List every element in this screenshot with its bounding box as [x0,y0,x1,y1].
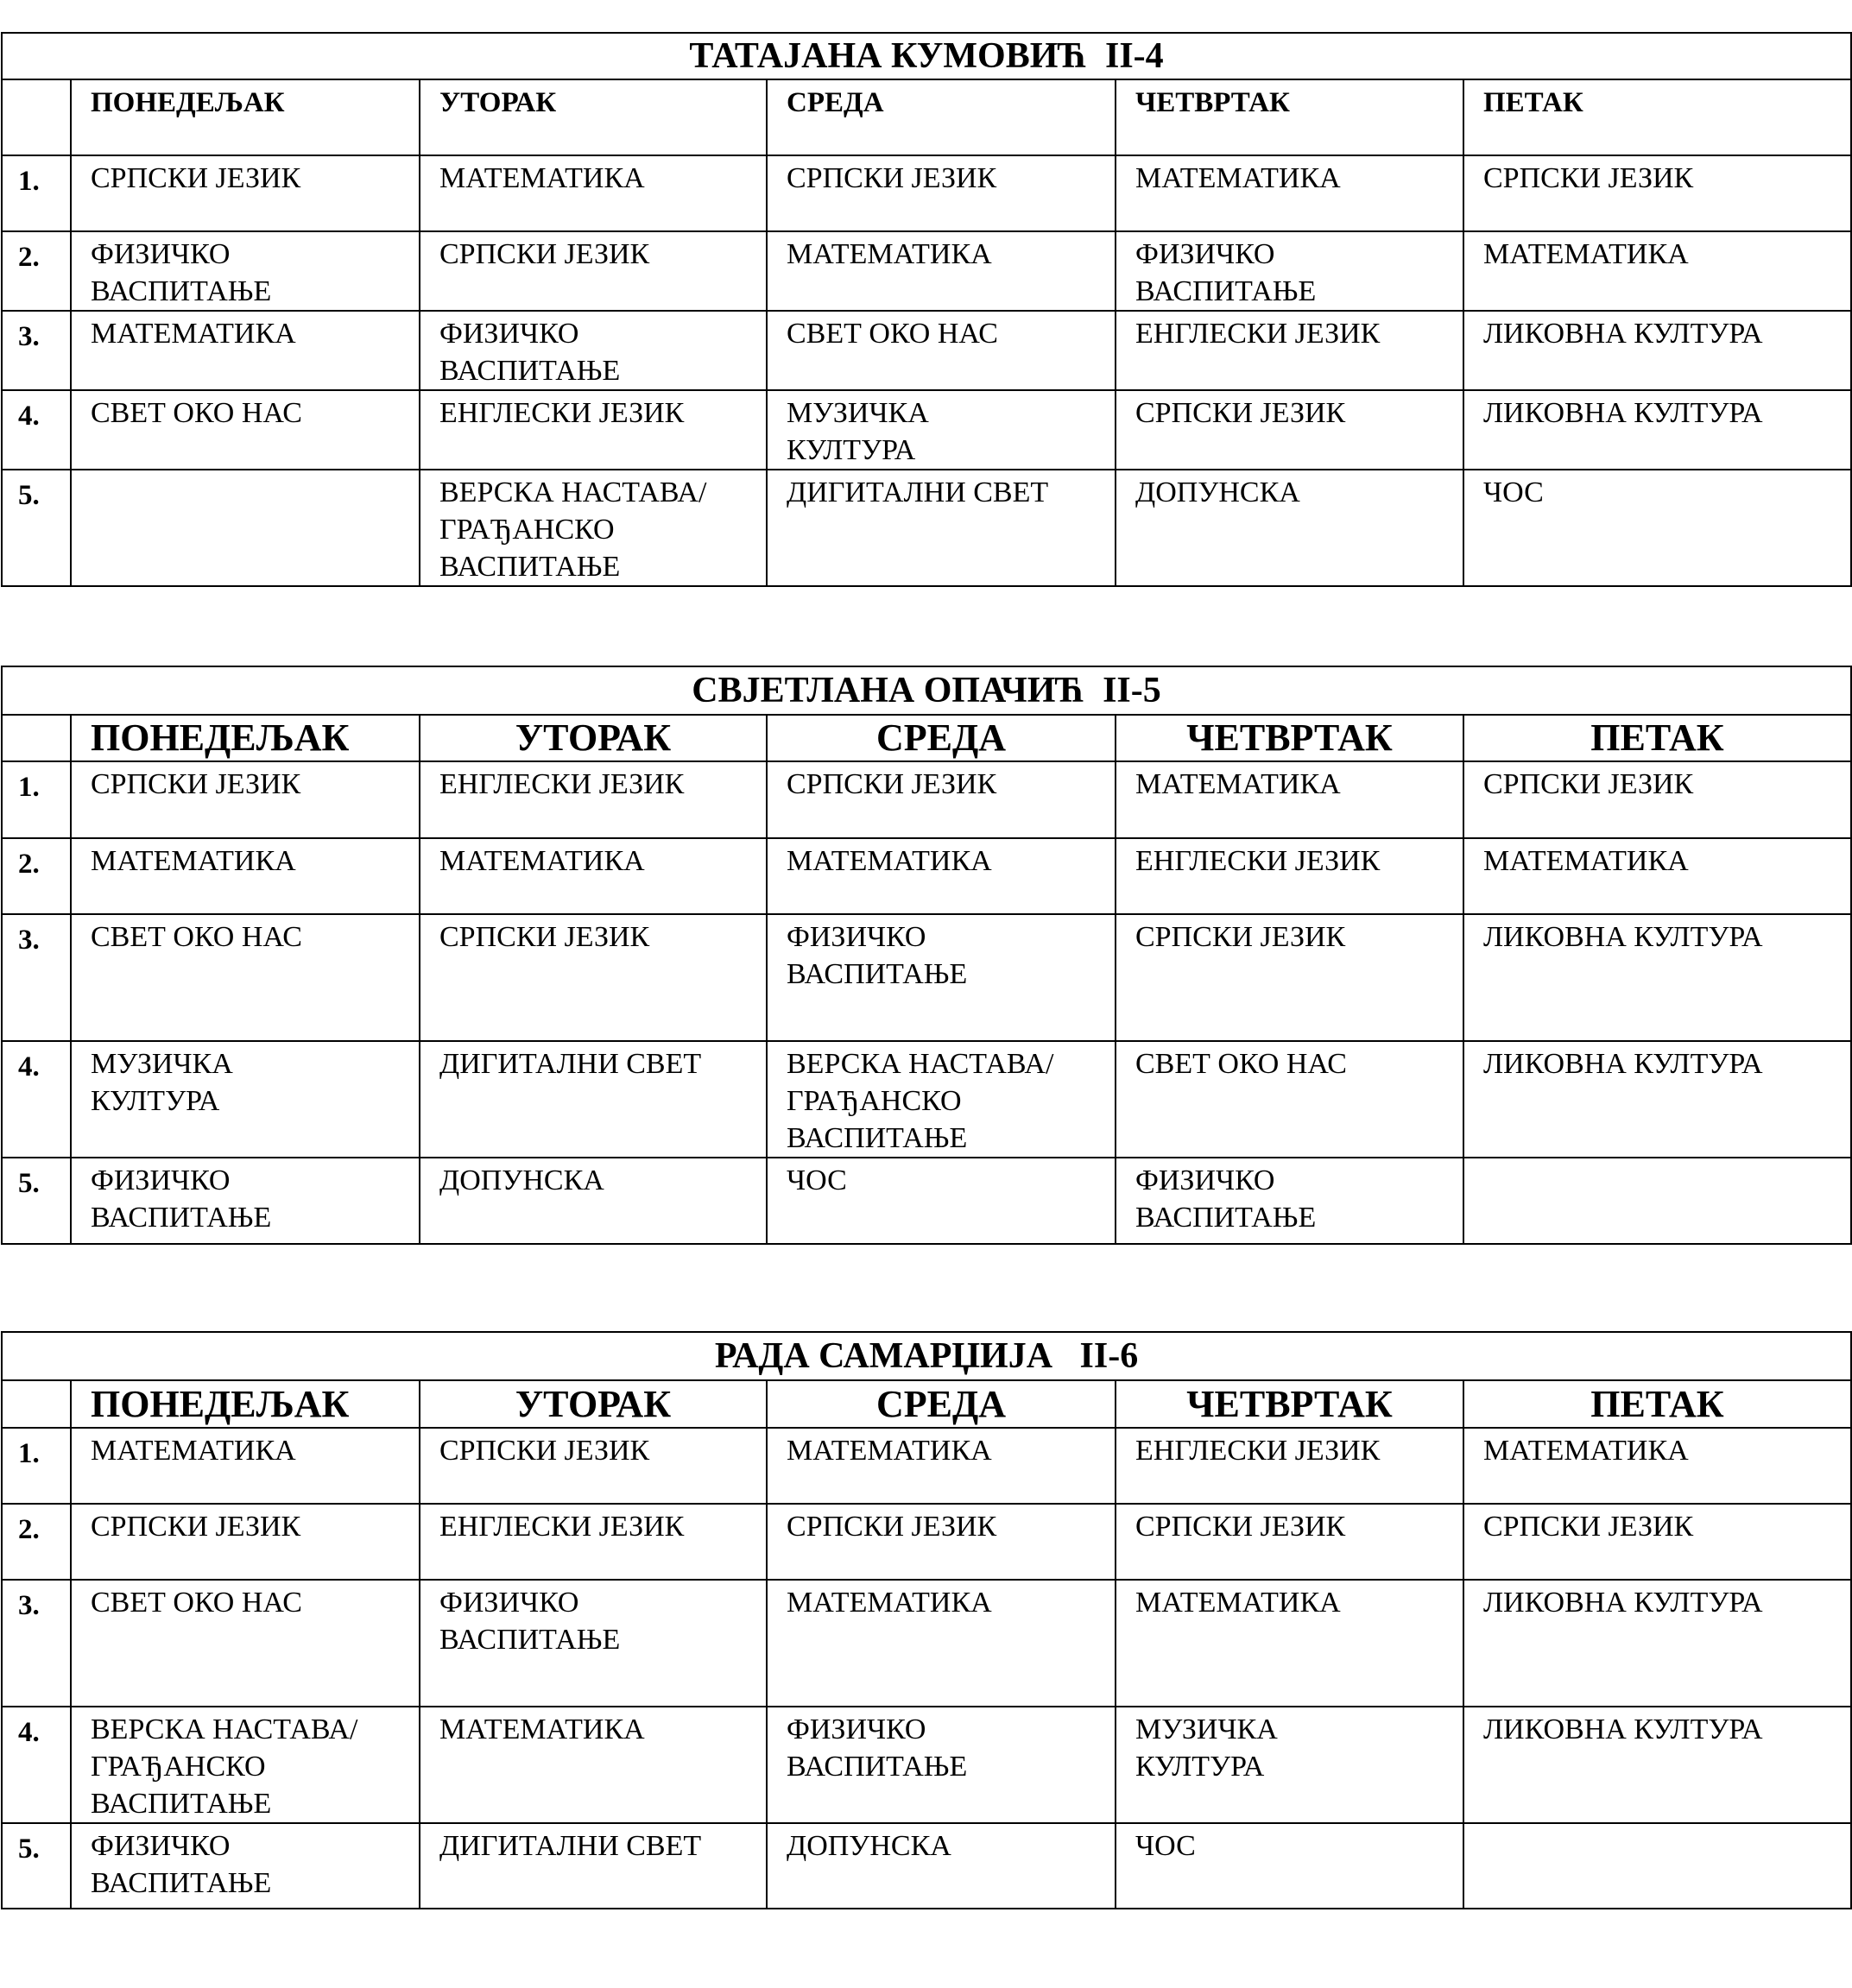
subject-cell [1463,1041,1851,1158]
subject-text: СРПСКИ ЈЕЗИК [91,768,301,800]
subject-text: ДОПУНСКА [1135,476,1300,508]
subject-cell [420,1504,767,1580]
subject-cell [767,1707,1116,1823]
subject-text: СРПСКИ ЈЕЗИК [1483,1511,1694,1543]
subject-text: СРПСКИ ЈЕЗИК [1483,162,1694,194]
subject-cell [71,1158,420,1244]
subject-cell [767,914,1116,1041]
subject-text: СРПСКИ ЈЕЗИК [1135,397,1346,429]
day-header: ПОНЕДЕЉАК [71,79,420,155]
subject-text: ДИГИТАЛНИ СВЕТ [439,1830,702,1862]
subject-cell [1116,155,1463,231]
subject-cell [71,1580,420,1707]
subject-text: МУЗИЧКА [787,397,929,429]
day-header: ЧЕТВРТАК [1116,1380,1463,1428]
subject-text: СРПСКИ ЈЕЗИК [91,162,301,194]
subject-cell [1116,1041,1463,1158]
subject-cell [420,1041,767,1158]
subject-text: СРПСКИ ЈЕЗИК [91,1511,301,1543]
subject-cell [420,155,767,231]
subject-cell [1463,390,1851,470]
subject-text: ВАСПИТАЊЕ [91,1867,272,1899]
subject-cell [1116,1428,1463,1504]
period-number: 1. [2,761,71,838]
timetable-title: СВЈЕТЛАНА ОПАЧИЋ II-5 [2,666,1851,715]
subject-text: ЛИКОВНА КУЛТУРА [1483,318,1763,350]
subject-text: СВЕТ ОКО НАС [1135,1048,1347,1080]
day-header: ПЕТАК [1463,1380,1851,1428]
subject-text: ЧОС [1483,476,1544,508]
day-header: УТОРАК [420,79,767,155]
subject-cell [71,311,420,390]
subject-text: ВАСПИТАЊЕ [91,275,272,307]
lesson-row [2,914,1851,1041]
subject-cell [1116,1707,1463,1823]
subject-cell [71,1428,420,1504]
period-number: 5. [2,470,71,586]
day-header: ПОНЕДЕЉАК [71,715,420,761]
subject-cell [767,470,1116,586]
subject-cell [420,1823,767,1909]
subject-text: ВАСПИТАЊЕ [439,1624,621,1656]
subject-cell [1116,231,1463,311]
subject-cell [71,914,420,1041]
subject-cell [767,838,1116,914]
subject-cell [767,1504,1116,1580]
day-header: ПЕТАК [1463,715,1851,761]
subject-text: СРПСКИ ЈЕЗИК [787,768,997,800]
subject-cell [420,1158,767,1244]
period-number: 5. [2,1823,71,1909]
subject-text: ВАСПИТАЊЕ [787,1751,968,1783]
subject-text: ЕНГЛЕСКИ ЈЕЗИК [1135,318,1381,350]
subject-text: ГРАЂАНСКО [439,514,615,546]
subject-cell [71,838,420,914]
lesson-row [2,390,1851,470]
subject-text: КУЛТУРА [787,434,916,466]
subject-text: МАТЕМАТИКА [91,845,296,877]
subject-text: МАТЕМАТИКА [1483,238,1689,270]
subject-text: ЕНГЛЕСКИ ЈЕЗИК [1135,1435,1381,1467]
subject-text: СВЕТ ОКО НАС [91,1587,302,1619]
subject-text: СВЕТ ОКО НАС [91,921,302,953]
subject-cell [1116,470,1463,586]
period-number: 4. [2,1707,71,1823]
subject-cell [71,1707,420,1823]
day-header: СРЕДА [767,715,1116,761]
period-number: 1. [2,155,71,231]
period-number: 3. [2,311,71,390]
subject-cell [1116,914,1463,1041]
subject-text: ВАСПИТАЊЕ [1135,275,1317,307]
subject-cell [71,231,420,311]
day-header: СРЕДА [767,79,1116,155]
subject-text: ВЕРСКА НАСТАВА/ [91,1713,358,1745]
subject-text: СВЕТ ОКО НАС [91,397,302,429]
subject-text: СРПСКИ ЈЕЗИК [1135,1511,1346,1543]
subject-text: ЛИКОВНА КУЛТУРА [1483,397,1763,429]
subject-text: ФИЗИЧКО [1135,238,1275,270]
subject-text: ВАСПИТАЊЕ [1135,1202,1317,1234]
subject-text: МАТЕМАТИКА [787,845,992,877]
subject-text: ЧОС [1135,1830,1196,1862]
subject-cell [1116,1580,1463,1707]
subject-cell [71,1823,420,1909]
subject-cell [767,311,1116,390]
subject-cell [1116,311,1463,390]
subject-text: ВАСПИТАЊЕ [787,1122,968,1154]
timetable-1 [1,32,1852,587]
subject-text: ВЕРСКА НАСТАВА/ [787,1048,1054,1080]
subject-text: ФИЗИЧКО [787,921,926,953]
day-header: ПЕТАК [1463,79,1851,155]
subject-text: ЛИКОВНА КУЛТУРА [1483,1048,1763,1080]
subject-text: ФИЗИЧКО [91,238,231,270]
subject-text: ЕНГЛЕСКИ ЈЕЗИК [439,397,685,429]
subject-cell [1463,1707,1851,1823]
subject-text: МУЗИЧКА [91,1048,233,1080]
lesson-row [2,838,1851,914]
subject-cell [1463,155,1851,231]
subject-text: СРПСКИ ЈЕЗИК [439,921,650,953]
period-number: 4. [2,390,71,470]
period-number: 2. [2,838,71,914]
subject-cell [1463,838,1851,914]
lesson-row [2,470,1851,586]
subject-cell [71,155,420,231]
day-header: ПОНЕДЕЉАК [71,1380,420,1428]
subject-text: ГРАЂАНСКО [91,1751,266,1783]
subject-text: МАТЕМАТИКА [439,1713,645,1745]
subject-cell [767,1580,1116,1707]
period-number: 1. [2,1428,71,1504]
lesson-row [2,155,1851,231]
subject-text: ГРАЂАНСКО [787,1085,962,1117]
subject-cell [420,470,767,586]
subject-cell [1116,1158,1463,1244]
subject-text: ВАСПИТАЊЕ [91,1788,272,1820]
corner-cell [2,1380,71,1428]
lesson-row [2,311,1851,390]
subject-text: ДОПУНСКА [787,1830,951,1862]
lesson-row [2,1158,1851,1244]
subject-text: СРПСКИ ЈЕЗИК [1483,768,1694,800]
subject-text: ЕНГЛЕСКИ ЈЕЗИК [439,1511,685,1543]
subject-cell [420,1580,767,1707]
subject-cell [767,1158,1116,1244]
lesson-row [2,231,1851,311]
subject-text: ДОПУНСКА [439,1164,604,1196]
subject-text: КУЛТУРА [1135,1751,1265,1783]
subject-text: МАТЕМАТИКА [439,162,645,194]
subject-text: ФИЗИЧКО [91,1830,231,1862]
lesson-row [2,1504,1851,1580]
subject-cell [71,761,420,838]
subject-cell [1463,1823,1851,1909]
subject-text: КУЛТУРА [91,1085,220,1117]
subject-cell [1463,1504,1851,1580]
timetable-title: ТАТАЈАНА КУМОВИЋ II-4 [2,33,1851,79]
subject-cell [1463,1158,1851,1244]
subject-text: МАТЕМАТИКА [91,1435,296,1467]
subject-text: ЛИКОВНА КУЛТУРА [1483,1587,1763,1619]
day-header: ЧЕТВРТАК [1116,715,1463,761]
subject-text: СРПСКИ ЈЕЗИК [1135,921,1346,953]
subject-cell [1116,1504,1463,1580]
subject-text: МАТЕМАТИКА [1135,768,1341,800]
subject-cell [71,390,420,470]
subject-text: ФИЗИЧКО [1135,1164,1275,1196]
subject-cell [1116,761,1463,838]
subject-text: ДИГИТАЛНИ СВЕТ [787,476,1049,508]
lesson-row [2,1580,1851,1707]
subject-text: ВАСПИТАЊЕ [91,1202,272,1234]
subject-cell [1463,1580,1851,1707]
period-number: 5. [2,1158,71,1244]
lesson-row [2,1707,1851,1823]
corner-cell [2,79,71,155]
subject-cell [767,1823,1116,1909]
timetable-title: РАДА САМАРЏИЈА II-6 [2,1332,1851,1380]
subject-text: МАТЕМАТИКА [1483,845,1689,877]
subject-cell [71,1504,420,1580]
subject-cell [420,838,767,914]
period-number: 4. [2,1041,71,1158]
timetable-2 [1,666,1852,1245]
subject-text: ЕНГЛЕСКИ ЈЕЗИК [439,768,685,800]
subject-text: ЛИКОВНА КУЛТУРА [1483,921,1763,953]
subject-text: ФИЗИЧКО [91,1164,231,1196]
lesson-row [2,1823,1851,1909]
subject-cell [71,470,420,586]
subject-text: ФИЗИЧКО [787,1713,926,1745]
subject-cell [1116,1823,1463,1909]
subject-text: ЛИКОВНА КУЛТУРА [1483,1713,1763,1745]
subject-text: ВАСПИТАЊЕ [439,355,621,387]
subject-text: МАТЕМАТИКА [787,238,992,270]
subject-text: МАТЕМАТИКА [1135,162,1341,194]
subject-cell [420,231,767,311]
day-header: СРЕДА [767,1380,1116,1428]
subject-text: ЧОС [787,1164,847,1196]
subject-cell [1463,470,1851,586]
subject-text: ФИЗИЧКО [439,318,579,350]
subject-cell [767,155,1116,231]
subject-text: ЕНГЛЕСКИ ЈЕЗИК [1135,845,1381,877]
subject-text: СРПСКИ ЈЕЗИК [787,1511,997,1543]
timetable-3 [1,1331,1852,1909]
period-number: 3. [2,1580,71,1707]
subject-text: СРПСКИ ЈЕЗИК [439,238,650,270]
subject-text: МАТЕМАТИКА [439,845,645,877]
subject-cell [767,1041,1116,1158]
subject-text: МАТЕМАТИКА [787,1435,992,1467]
subject-text: МУЗИЧКА [1135,1713,1278,1745]
subject-text: СРПСКИ ЈЕЗИК [439,1435,650,1467]
subject-cell [1463,914,1851,1041]
subject-cell [1463,311,1851,390]
subject-text: МАТЕМАТИКА [1135,1587,1341,1619]
period-number: 2. [2,231,71,311]
day-header: ЧЕТВРТАК [1116,79,1463,155]
day-header: УТОРАК [420,715,767,761]
subject-cell [420,1707,767,1823]
day-header: УТОРАК [420,1380,767,1428]
subject-cell [767,390,1116,470]
period-number: 3. [2,914,71,1041]
subject-text: ФИЗИЧКО [439,1587,579,1619]
subject-cell [420,914,767,1041]
subject-text: ВАСПИТАЊЕ [787,958,968,990]
lesson-row [2,1041,1851,1158]
subject-text: ДИГИТАЛНИ СВЕТ [439,1048,702,1080]
subject-text: МАТЕМАТИКА [91,318,296,350]
lesson-row [2,1428,1851,1504]
subject-cell [1463,761,1851,838]
corner-cell [2,715,71,761]
subject-text: СРПСКИ ЈЕЗИК [787,162,997,194]
subject-cell [420,761,767,838]
subject-cell [1463,1428,1851,1504]
subject-cell [1116,390,1463,470]
subject-cell [420,311,767,390]
period-number: 2. [2,1504,71,1580]
subject-cell [767,761,1116,838]
subject-cell [1463,231,1851,311]
subject-cell [71,1041,420,1158]
subject-cell [420,390,767,470]
subject-text: МАТЕМАТИКА [787,1587,992,1619]
subject-cell [767,231,1116,311]
subject-text: СВЕТ ОКО НАС [787,318,998,350]
subject-text: ВАСПИТАЊЕ [439,551,621,583]
subject-text: ВЕРСКА НАСТАВА/ [439,476,707,508]
subject-text: МАТЕМАТИКА [1483,1435,1689,1467]
subject-cell [767,1428,1116,1504]
lesson-row [2,761,1851,838]
subject-cell [420,1428,767,1504]
subject-cell [1116,838,1463,914]
